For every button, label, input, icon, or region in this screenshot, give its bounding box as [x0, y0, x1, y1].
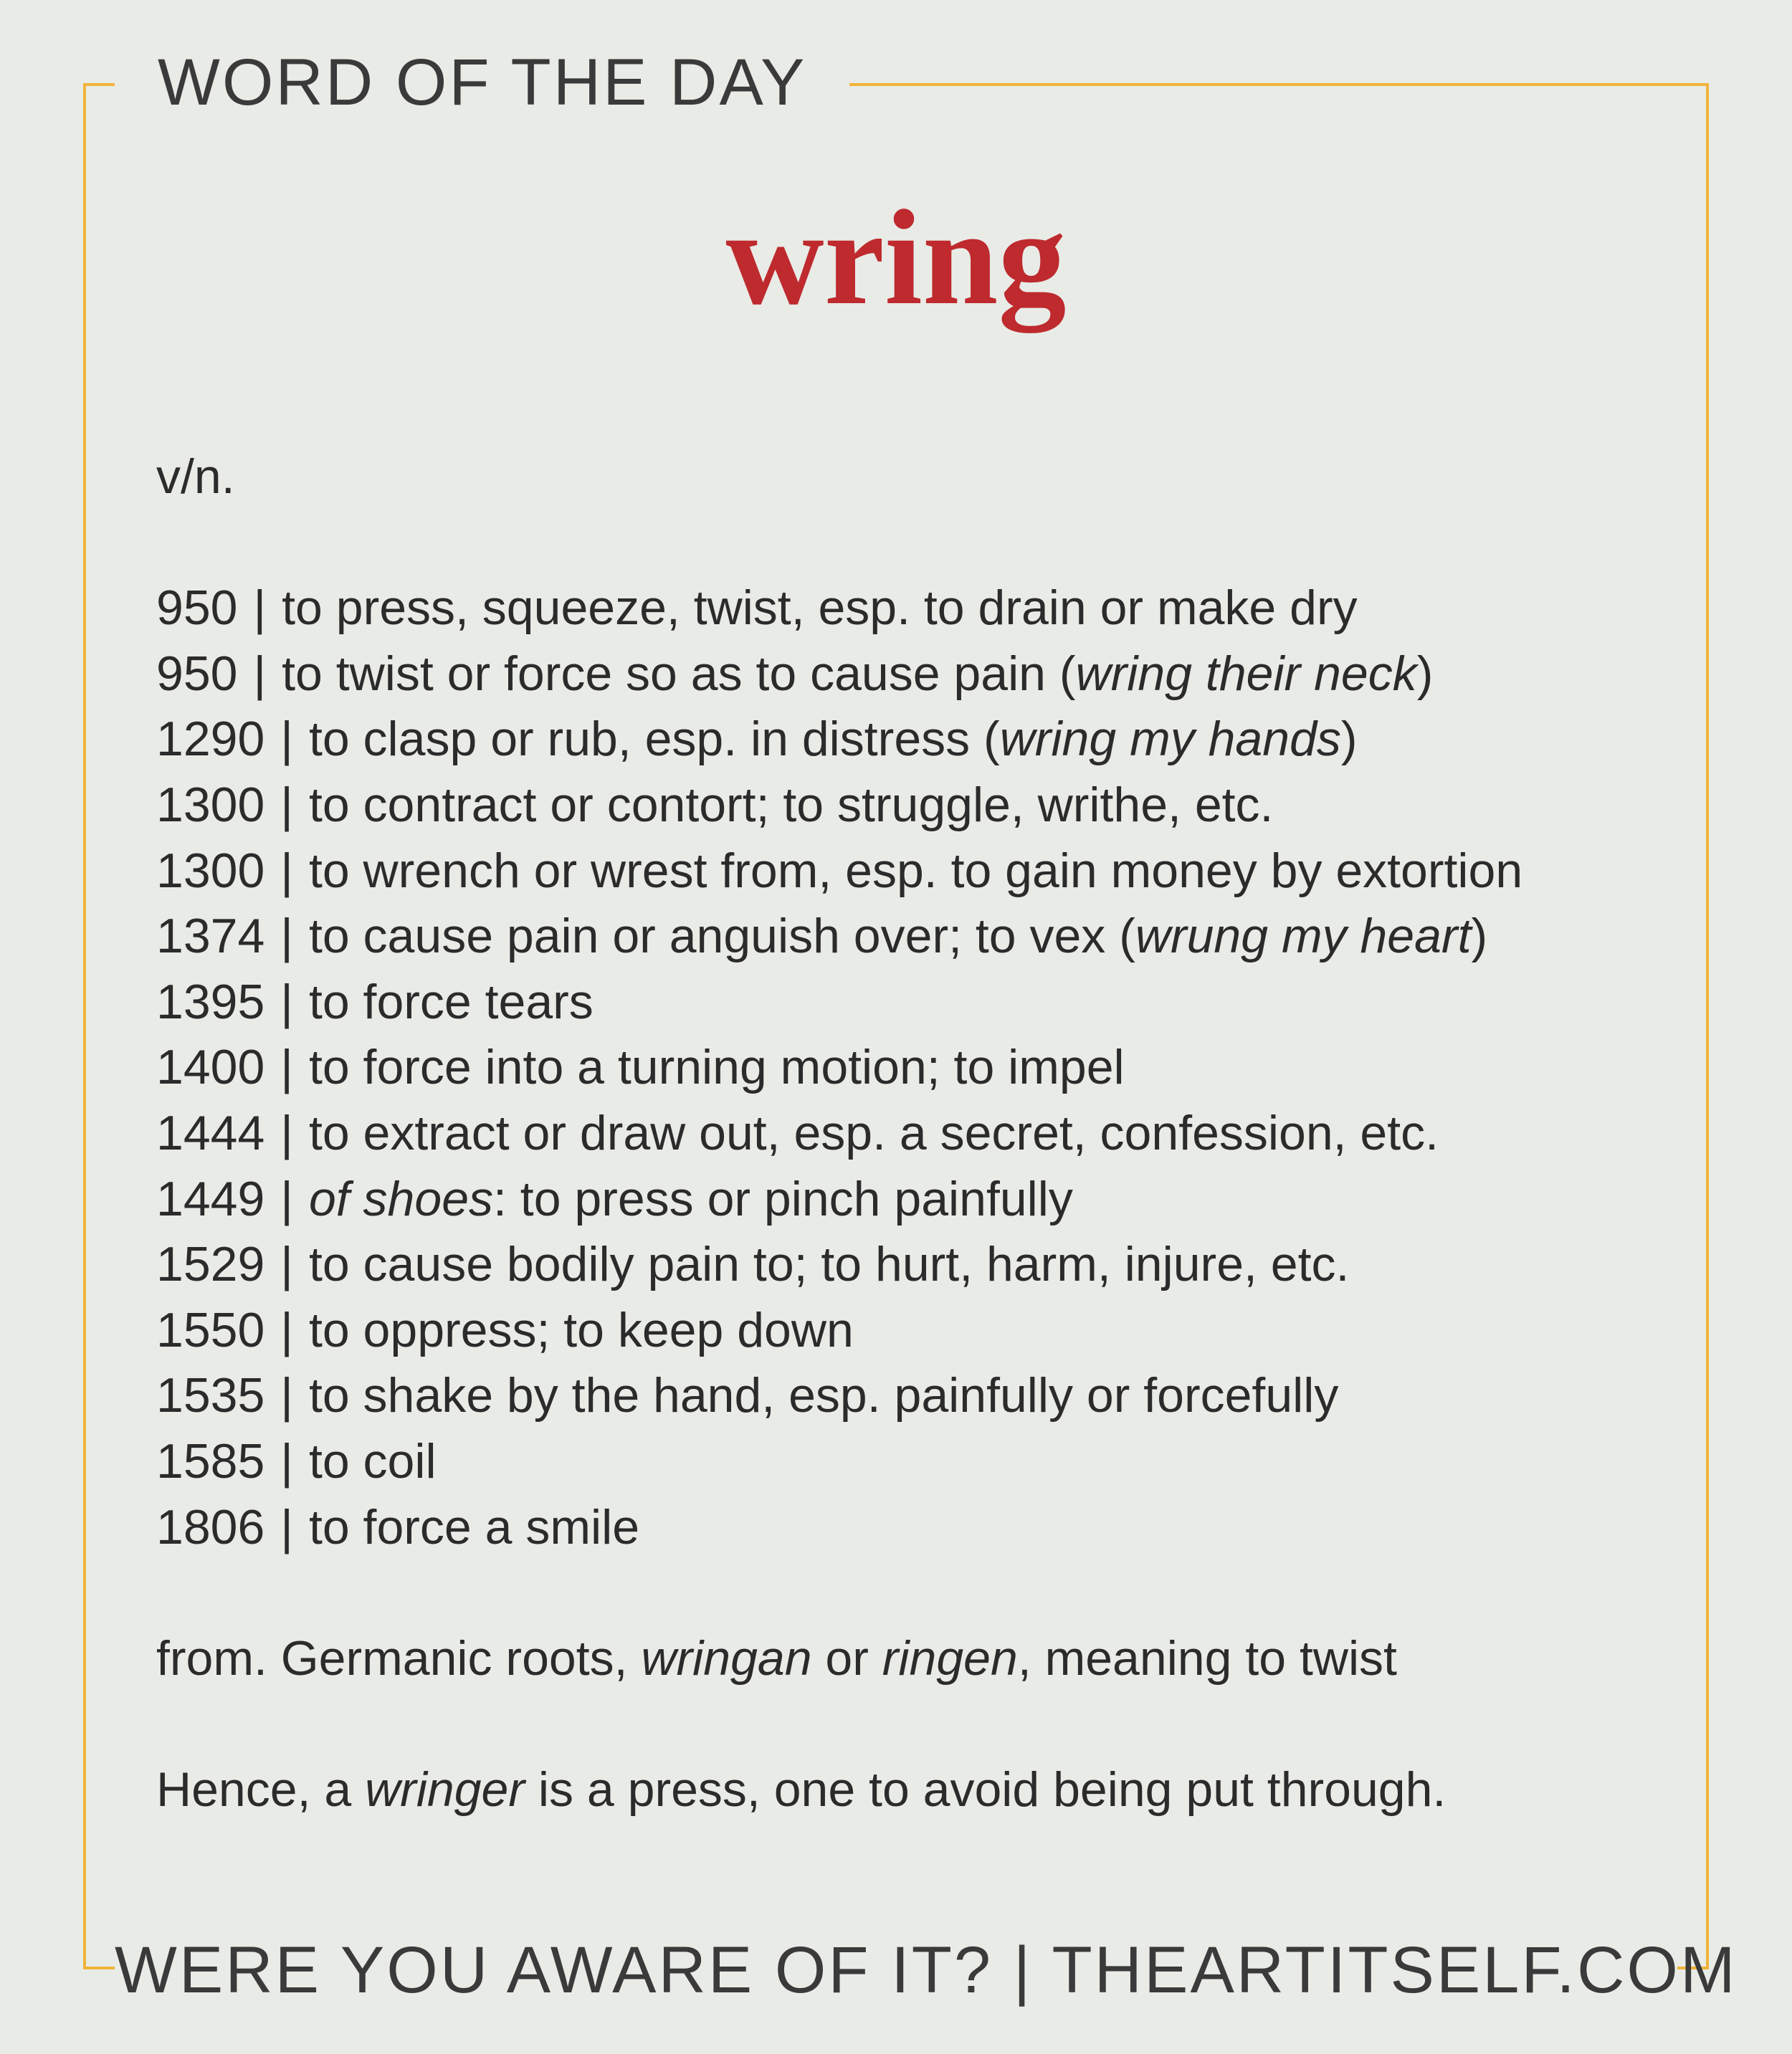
definition-row: [156, 839, 1676, 904]
separator: |: [280, 1433, 293, 1489]
definition-text-end: ): [1416, 646, 1434, 701]
definition-text: to force into a turning motion; to impel: [308, 1040, 1125, 1095]
note-text: Hence, a: [156, 1762, 366, 1817]
definition-example: wrung my heart: [1135, 909, 1472, 964]
definition-year: 950: [156, 581, 238, 636]
definition-text: to force tears: [308, 974, 594, 1029]
note-text: is a press, one to avoid being put through.: [525, 1762, 1447, 1817]
separator: |: [280, 777, 293, 832]
separator: |: [280, 1302, 293, 1357]
etymology-text: , meaning to twist: [1017, 1630, 1397, 1686]
definition-year: 1395: [156, 974, 265, 1029]
etymology-root-1: wringan: [641, 1630, 812, 1686]
separator: |: [253, 581, 267, 636]
separator: |: [280, 1171, 293, 1226]
definition-row: [156, 1167, 1676, 1233]
definition-row: [156, 1232, 1676, 1298]
definition-row: [156, 1298, 1676, 1364]
separator: |: [280, 1237, 293, 1292]
definition-year: 1585: [156, 1433, 265, 1489]
definition-text: to clasp or rub, esp. in distress (: [308, 712, 1000, 767]
definition-year: 1806: [156, 1499, 265, 1554]
definition-row: [156, 1429, 1676, 1495]
definition-row: [156, 1101, 1676, 1167]
definition-row: [156, 641, 1676, 707]
usage-note: [156, 1757, 1676, 1823]
separator: |: [280, 843, 293, 898]
definition-row: [156, 707, 1676, 773]
definition-text: to extract or draw out, esp. a secret, confession, etc.: [308, 1105, 1439, 1160]
definition-text: to cause bodily pain to; to hurt, harm, injure, etc.: [308, 1237, 1350, 1292]
definition-year: 1300: [156, 843, 265, 898]
separator: |: [280, 909, 293, 964]
definition-row: [156, 1495, 1676, 1561]
definition-row: [156, 1363, 1676, 1429]
definition-row: [156, 773, 1676, 839]
entry-content: [156, 444, 1676, 1823]
definition-year: 1374: [156, 909, 265, 964]
etymology-root-2: ringen: [882, 1630, 1018, 1686]
definition-text: to shake by the hand, esp. painfully or forcefully: [308, 1368, 1339, 1423]
definition-text: to coil: [308, 1433, 437, 1489]
definition-text: to twist or force so as to cause pain (: [282, 646, 1076, 701]
part-of-speech: v/n.: [156, 449, 235, 504]
definition-year: 950: [156, 646, 238, 701]
separator: |: [280, 1040, 293, 1095]
separator: |: [280, 974, 293, 1029]
definition-year: 1444: [156, 1105, 265, 1160]
definition-text: to press, squeeze, twist, esp. to drain or make dry: [282, 581, 1358, 636]
note-word: wringer: [365, 1762, 525, 1817]
separator: |: [253, 646, 267, 701]
definition-year: 1290: [156, 712, 265, 767]
definition-text: to force a smile: [308, 1499, 640, 1554]
separator: |: [280, 1105, 293, 1160]
definition-year: 1550: [156, 1302, 265, 1357]
definition-year: 1400: [156, 1040, 265, 1095]
definition-text-end: ): [1340, 712, 1358, 767]
etymology: [156, 1626, 1676, 1692]
definition-year: 1300: [156, 777, 265, 832]
etymology-text: from. Germanic roots,: [156, 1630, 642, 1686]
definition-list: [156, 575, 1676, 1560]
definition-row: [156, 970, 1676, 1036]
definition-row: [156, 904, 1676, 970]
separator: |: [280, 712, 293, 767]
definition-example: wring their neck: [1075, 646, 1417, 701]
definition-year: 1449: [156, 1171, 265, 1226]
separator: |: [280, 1368, 293, 1423]
definition-year: 1535: [156, 1368, 265, 1423]
definition-qualifier: of shoes: [308, 1171, 494, 1226]
definition-text: to cause pain or anguish over; to vex (: [308, 909, 1135, 964]
header-label: WORD OF THE DAY: [115, 36, 849, 129]
definition-text: to contract or contort; to struggle, writhe, etc.: [308, 777, 1274, 832]
definition-text: to oppress; to keep down: [308, 1302, 854, 1357]
definition-row: [156, 1035, 1676, 1101]
definition-row: [156, 575, 1676, 641]
definition-text: : to press or pinch painfully: [493, 1171, 1073, 1226]
definition-example: wring my hands: [999, 712, 1341, 767]
definition-year: 1529: [156, 1237, 265, 1292]
definition-text: to wrench or wrest from, esp. to gain money by extortion: [308, 843, 1523, 898]
footer-label: WERE YOU AWARE OF IT? | THEARTITSELF.COM: [115, 1924, 1677, 2017]
headword: wring: [725, 183, 1067, 333]
separator: |: [280, 1499, 293, 1554]
definition-text-end: ): [1471, 909, 1488, 964]
etymology-text: or: [811, 1630, 882, 1686]
